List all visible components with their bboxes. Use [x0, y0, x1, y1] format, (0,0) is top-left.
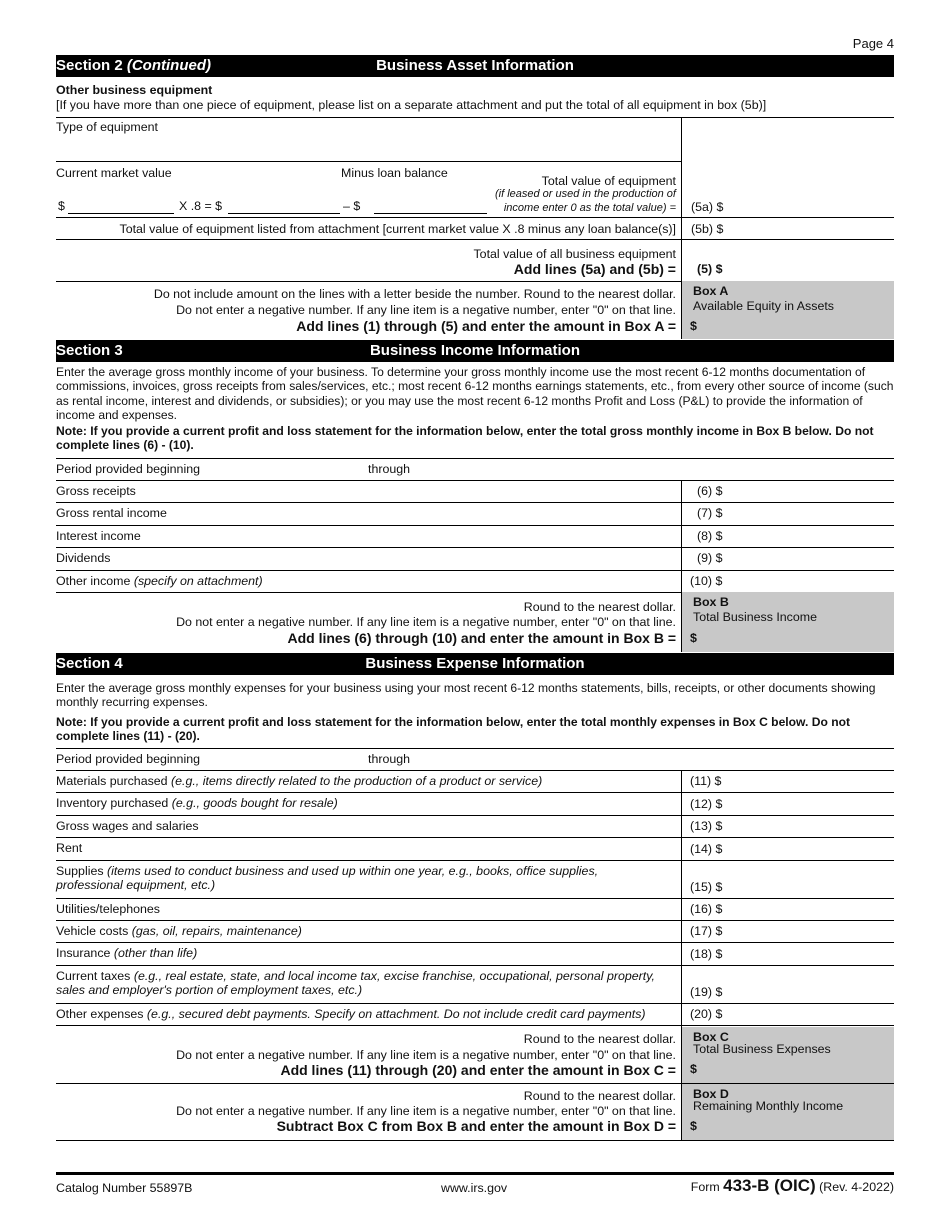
expense-amount-field[interactable]: (20) $	[690, 1007, 723, 1022]
box-d-amount[interactable]: $	[690, 1119, 697, 1133]
box-d-subtitle: Remaining Monthly Income	[693, 1099, 844, 1113]
income-row-label	[56, 506, 167, 521]
form-identifier	[691, 1176, 894, 1196]
box-d-instruction-3: Subtract Box C from Box B and enter the amount in Box D =	[276, 1118, 676, 1134]
form-word: Form	[690, 1180, 720, 1194]
divider	[56, 965, 894, 966]
loan-balance-input[interactable]	[374, 213, 487, 214]
income-amount-field[interactable]: (10) $	[690, 573, 723, 588]
box-a-amount[interactable]: $	[690, 319, 697, 333]
divider	[56, 770, 894, 771]
box-b-instruction-3: Add lines (6) through (10) and enter the amount in Box B =	[287, 630, 676, 646]
s4-through: through	[368, 752, 411, 766]
expense-row-note: (items used to conduct business and used up within one year, e.g., books, office supplies, professional equipment, etc.)	[56, 863, 599, 893]
expense-row-note: (e.g., goods bought for resale)	[171, 796, 338, 811]
footer-rule	[56, 1172, 894, 1175]
expense-row-label	[56, 841, 668, 856]
divider	[56, 570, 894, 571]
expense-row-note: (e.g., real estate, state, and local income tax, excise franchise, occupational, personal property, sales and employer's portion of employment taxes, etc.)	[56, 968, 655, 998]
line-5a-ref: (5a) $	[691, 200, 724, 214]
box-a-title: Box A	[693, 284, 729, 298]
divider	[56, 458, 894, 459]
divider	[56, 239, 894, 240]
expense-row-label	[56, 1007, 668, 1022]
box-b-amount[interactable]: $	[690, 631, 697, 645]
box-a-subtitle: Available Equity in Assets	[693, 299, 834, 313]
box-b-instruction-2: Do not enter a negative number. If any line item is a negative number, enter "0" on that line.	[176, 615, 676, 629]
divider	[56, 117, 894, 118]
expense-row-text: Insurance	[56, 946, 114, 961]
income-row-text: Gross rental income	[56, 506, 167, 521]
form-revision: (Rev. 4-2022)	[819, 1180, 894, 1194]
expense-row-label	[56, 924, 668, 939]
box-c-instruction-3: Add lines (11) through (20) and enter the amount in Box C =	[280, 1062, 676, 1078]
divider	[56, 920, 894, 921]
divider	[56, 860, 894, 861]
expense-row-label	[56, 819, 668, 834]
income-amount-field[interactable]: (7) $	[697, 506, 723, 521]
market-value-input[interactable]	[68, 213, 174, 214]
total-value-note-2: income enter 0 as the total value) =	[503, 202, 676, 214]
s3-period-beginning: Period provided beginning	[56, 462, 200, 476]
box-d-instruction-2: Do not enter a negative number. If any line item is a negative number, enter "0" on that line.	[176, 1104, 676, 1118]
divider	[56, 837, 894, 838]
income-row-note: (specify on attachment)	[133, 573, 263, 588]
divider	[56, 792, 894, 793]
market-value-dollar: $	[58, 199, 65, 213]
income-row-label	[56, 551, 110, 566]
expense-amount-field[interactable]: (17) $	[690, 924, 723, 939]
section-3-label: Section 3	[56, 342, 123, 359]
box-c-instruction-1: Round to the nearest dollar.	[523, 1032, 676, 1046]
expense-row-text: Rent	[56, 841, 83, 856]
divider	[56, 1140, 894, 1141]
income-row-text: Other income	[56, 573, 134, 588]
irs-website[interactable]: www.irs.gov	[441, 1181, 508, 1195]
expense-row-text: Gross wages and salaries	[56, 818, 199, 833]
box-c-amount[interactable]: $	[690, 1062, 697, 1076]
expense-amount-field[interactable]: (15) $	[690, 879, 723, 894]
expense-amount-field[interactable]: (19) $	[690, 984, 723, 999]
other-equipment-note: [If you have more than one piece of equipment, please list on a separate attachment and put the total of all equipment in box (5b)]	[56, 98, 767, 112]
box-c-subtitle: Total Business Expenses	[693, 1042, 831, 1056]
section-4-title: Business Expense Information	[365, 655, 585, 672]
income-amount-field[interactable]: (9) $	[697, 551, 723, 566]
section-3-header	[56, 340, 894, 362]
income-row-text: Dividends	[56, 551, 111, 566]
line-5b-ref: (5b) $	[691, 222, 724, 236]
expense-row-note: (other than life)	[113, 946, 198, 961]
expense-amount-field[interactable]: (18) $	[690, 946, 723, 961]
expense-row-label	[56, 946, 668, 961]
expense-row-label	[56, 796, 668, 811]
income-amount-field[interactable]: (8) $	[697, 528, 723, 543]
income-row-text: Gross receipts	[56, 484, 136, 498]
adjusted-value-input[interactable]	[228, 213, 340, 214]
section-2-label-text: Section 2	[56, 57, 123, 74]
expense-row-text: Inventory purchased	[56, 796, 172, 811]
income-row-label	[56, 484, 136, 499]
income-row-text: Interest income	[56, 528, 141, 543]
page-number: Page 4	[852, 36, 894, 51]
s3-through: through	[368, 462, 411, 476]
section-4-note: Note: If you provide a current profit and loss statement for the information below, enter the total monthly expenses in Box C below. Do not complete lines (11) - (20).	[56, 715, 851, 744]
expense-amount-field[interactable]: (14) $	[690, 841, 723, 856]
form-number: 433-B (OIC)	[723, 1176, 816, 1195]
box-d	[681, 1084, 894, 1140]
add-5a-5b-label: Add lines (5a) and (5b) =	[513, 261, 676, 277]
expense-row-text: Other expenses	[56, 1006, 147, 1021]
income-row-label	[56, 574, 263, 589]
divider	[56, 217, 894, 218]
box-b	[681, 592, 894, 652]
box-d-title: Box D	[693, 1087, 729, 1101]
box-a-instruction-3: Add lines (1) through (5) and enter the amount in Box A =	[296, 318, 676, 334]
total-value-note-1: (if leased or used in the production of	[494, 188, 676, 200]
section-3-title: Business Income Information	[369, 342, 581, 359]
divider	[56, 525, 894, 526]
divider	[56, 815, 894, 816]
divider	[56, 161, 681, 162]
total-all-equipment-label: Total value of all business equipment	[473, 247, 676, 261]
income-amount-field[interactable]: (6) $	[697, 484, 723, 498]
expense-row-label	[56, 969, 668, 998]
expense-row-note: (gas, oil, repairs, maintenance)	[131, 924, 302, 938]
divider	[56, 942, 894, 943]
expense-amount-field[interactable]: (12) $	[690, 796, 723, 811]
expense-row-text: Vehicle costs	[56, 924, 132, 938]
expense-row-label	[56, 864, 668, 893]
minus-dollar-label: – $	[343, 199, 361, 213]
section-2-header	[56, 55, 894, 77]
expense-row-note: (e.g., secured debt payments. Specify on attachment. Do not include credit card payments)	[146, 1006, 646, 1021]
section-4-intro: Enter the average gross monthly expenses for your business using your most recent 6-12 months statements, bills, receipts, or other documents showing monthly recurring expenses.	[56, 681, 876, 710]
expense-row-label	[56, 902, 668, 917]
divider	[56, 547, 894, 548]
section-4-header	[56, 653, 894, 675]
section-2-title: Business Asset Information	[376, 57, 574, 74]
expense-row-text: Utilities/telephones	[56, 901, 161, 916]
expense-amount-field[interactable]: (16) $	[690, 902, 723, 916]
divider	[56, 502, 894, 503]
minus-loan-balance-label: Minus loan balance	[341, 166, 448, 180]
divider	[56, 748, 894, 749]
expense-row-text: Supplies	[56, 863, 107, 878]
current-market-value-label: Current market value	[56, 166, 172, 180]
box-c	[681, 1027, 894, 1083]
s4-period-beginning: Period provided beginning	[56, 752, 200, 766]
divider	[56, 898, 894, 899]
line-5-ref: (5) $	[697, 262, 723, 276]
other-equipment-heading: Other business equipment	[56, 83, 213, 97]
expense-row-note: (e.g., items directly related to the production of a product or service)	[171, 774, 543, 788]
expense-amount-field[interactable]: (11) $	[690, 774, 722, 789]
section-3-note: Note: If you provide a current profit and loss statement for the information below, enter the total gross monthly income in Box B below. Do not complete lines (6) - (10).	[56, 424, 874, 453]
expense-amount-field[interactable]: (13) $	[690, 819, 723, 834]
expense-row-text: Materials purchased	[56, 774, 172, 788]
box-d-instruction-1: Round to the nearest dollar.	[523, 1089, 676, 1103]
times-08-label: X .8 = $	[179, 199, 223, 213]
attachment-total-label: Total value of equipment listed from attachment [current market value X .8 minus any loan balance(s)]	[119, 222, 676, 236]
box-a-instruction-2: Do not enter a negative number. If any line item is a negative number, enter "0" on that line.	[176, 303, 676, 317]
type-of-equipment-label: Type of equipment	[56, 120, 158, 134]
income-row-label	[56, 529, 141, 544]
section-3-intro: Enter the average gross monthly income of your business. To determine your gross monthly income use the most recent 6-12 months documentation of commissions, invoices, gross receipts from sales/services, etc.; most recent 6-12 months earnings statements, etc., from every other source of income (such as rental income, interest and dividends, or subsidies); or you may use the most recent 6-12 months Profit and Loss (P&L) to provide the information of income and expenses.	[56, 365, 894, 422]
section-4-label: Section 4	[56, 655, 123, 672]
box-a-instruction-1: Do not include amount on the lines with a letter beside the number. Round to the nearest dollar.	[153, 287, 676, 301]
expense-row-label	[56, 774, 668, 789]
box-b-subtitle: Total Business Income	[693, 610, 817, 624]
box-c-title: Box C	[693, 1030, 729, 1044]
divider	[56, 480, 894, 481]
section-2-continued: (Continued)	[126, 57, 211, 74]
box-c-instruction-2: Do not enter a negative number. If any line item is a negative number, enter "0" on that line.	[176, 1048, 676, 1062]
expense-row-text: Current taxes	[56, 968, 134, 983]
divider	[56, 1003, 894, 1004]
box-a	[681, 281, 894, 339]
catalog-number: Catalog Number 55897B	[56, 1181, 193, 1195]
total-value-equipment-label: Total value of equipment	[541, 174, 676, 188]
box-b-instruction-1: Round to the nearest dollar.	[523, 600, 676, 614]
box-b-title: Box B	[693, 595, 729, 609]
